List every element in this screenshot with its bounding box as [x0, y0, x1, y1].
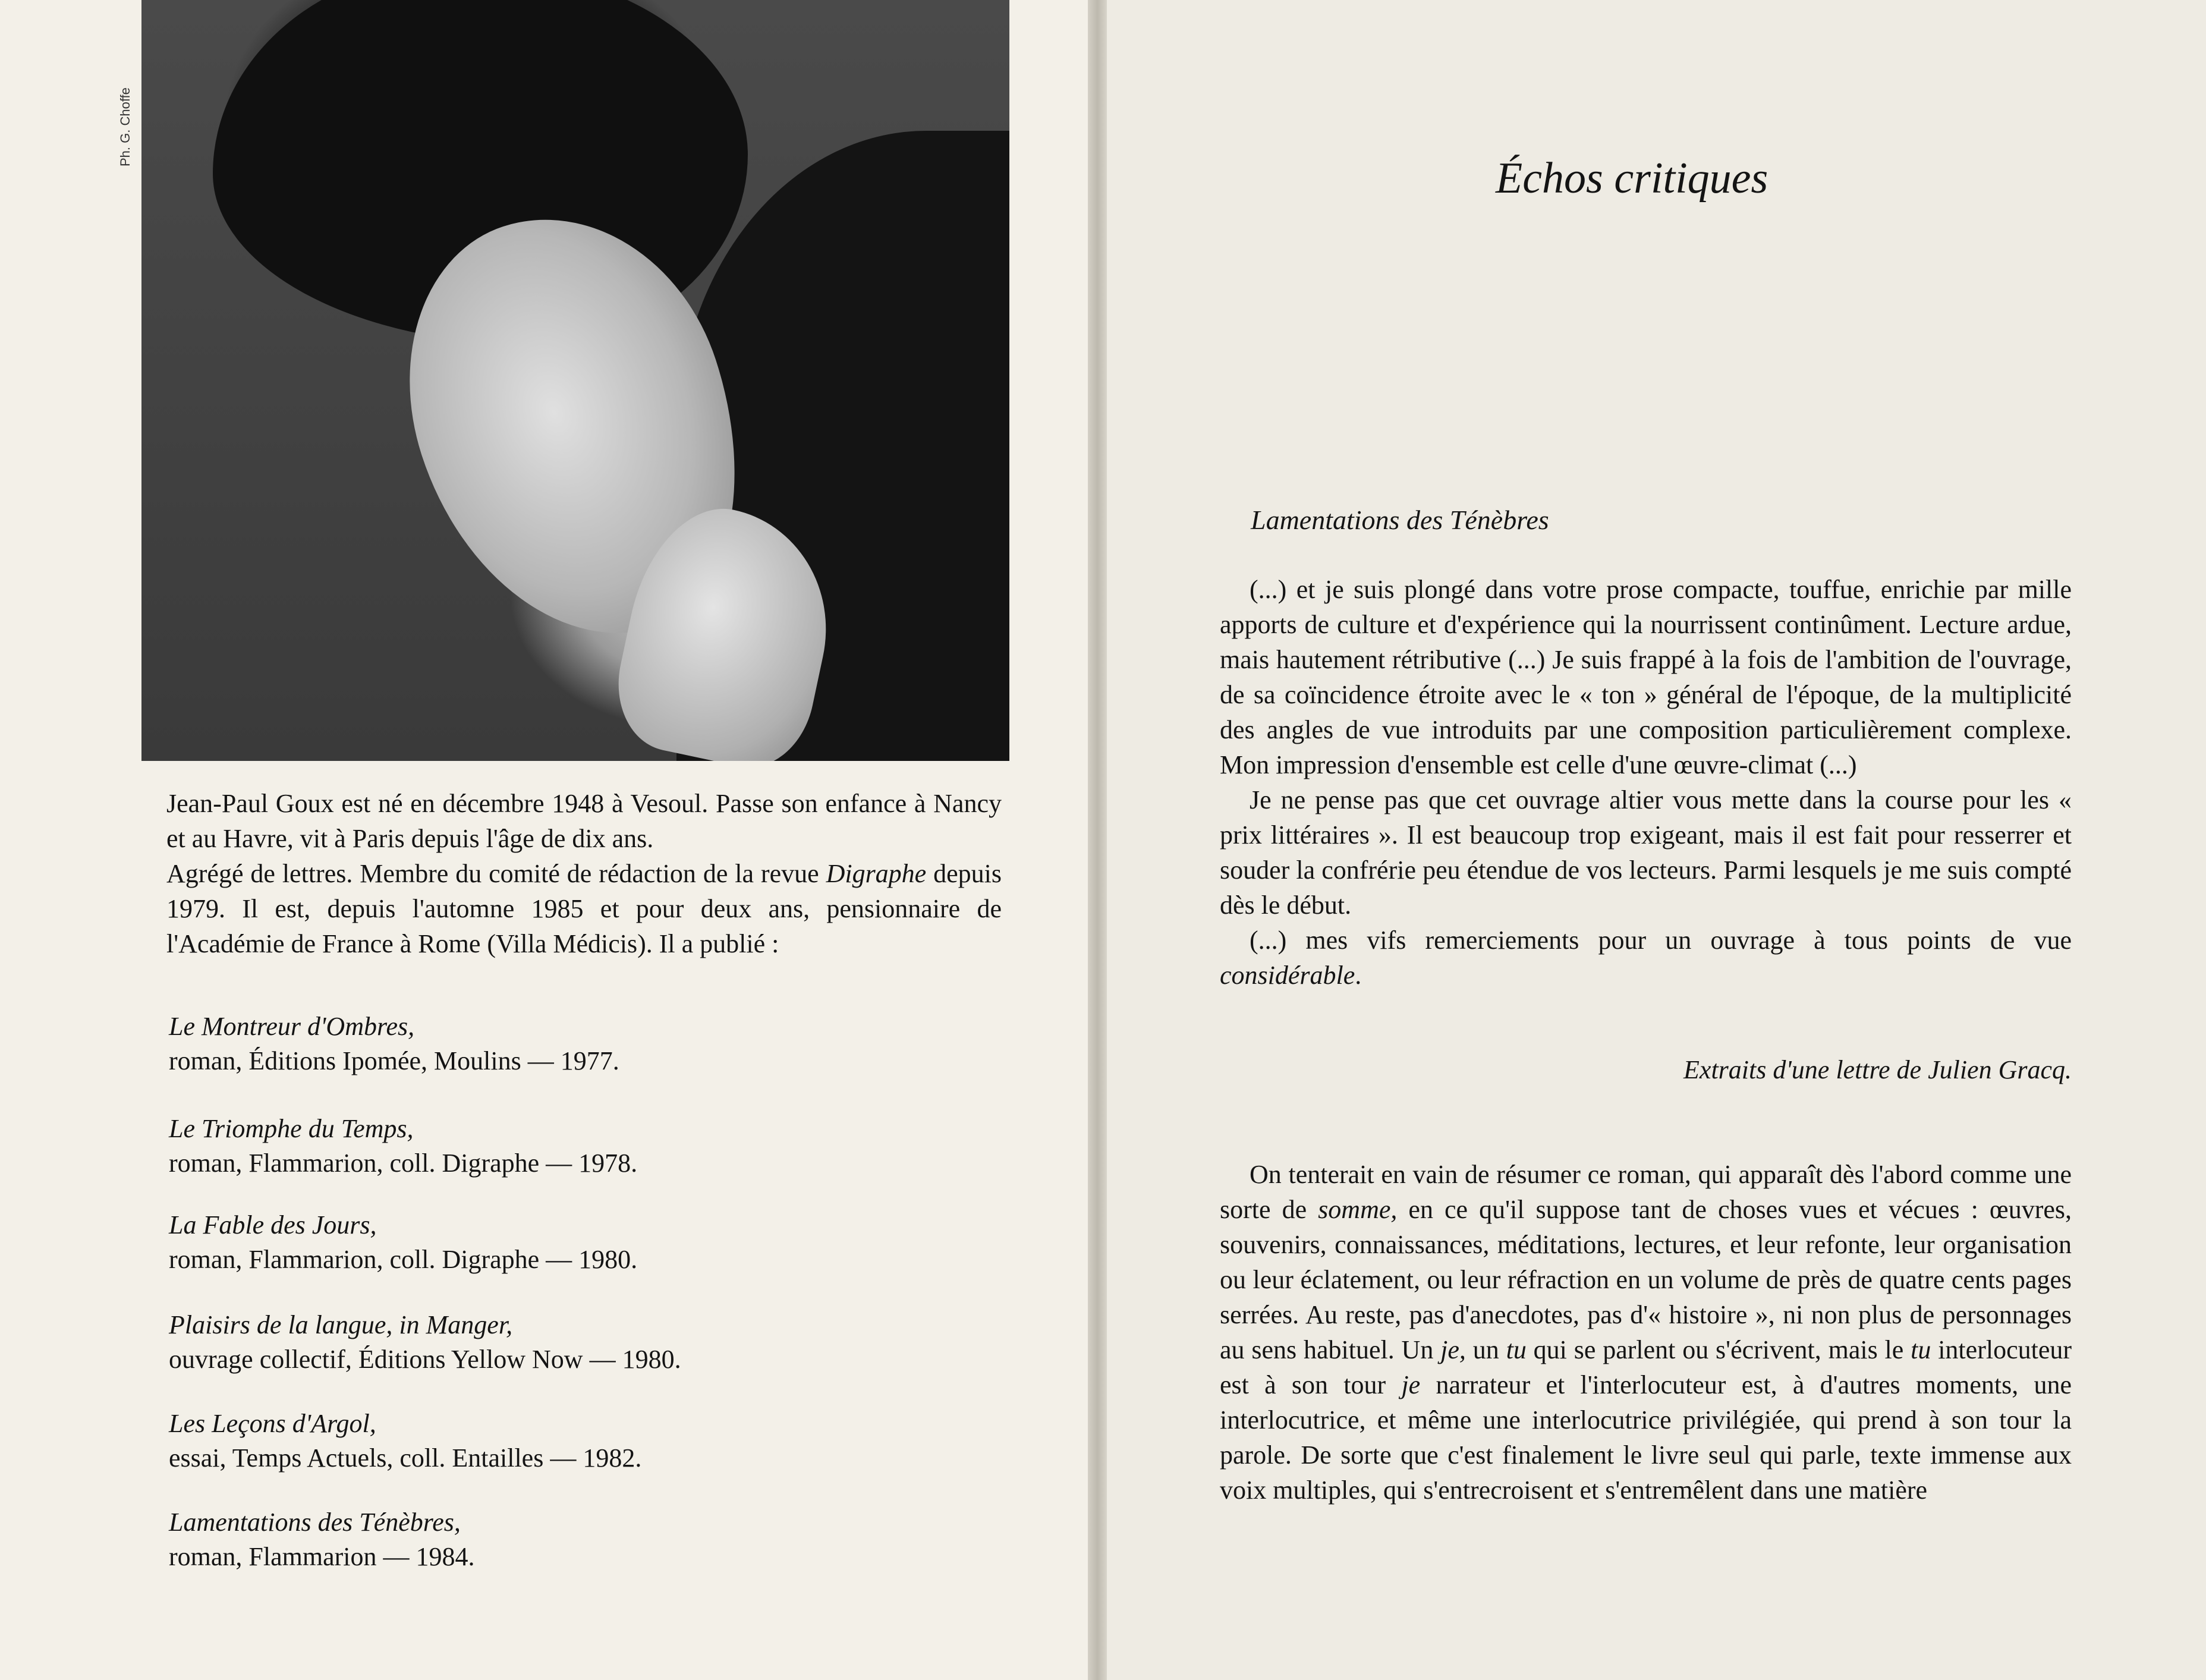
letter-paragraph-1: (...) et je suis plongé dans votre prose compacte, touffue, enrichie par mille apports de culture et d'expérience qui la nourrissent continûment. Lecture ardue, mais hautement rétributive (...) Je suis frappé à la fois de l'ambition de l'ouvrage, de sa coïncidence étroite avec le « ton » général de l'époque, de la multiplicité des angles de vue introduits par une composition particulièrement complexe. Mon impression d'ensemble est celle d'une œuvre-climat (...): [1220, 575, 2072, 779]
book-gutter: [1088, 0, 1107, 1680]
bio-journal-title: Digraphe: [826, 859, 927, 888]
letter-signature: Extraits d'une lettre de Julien Gracq.: [1683, 1055, 2072, 1084]
book-subheading: Lamentations des Ténèbres: [1251, 505, 1549, 535]
letter-text: .: [1355, 961, 1362, 990]
letter-paragraph-3: [1220, 923, 2072, 993]
bio-paragraph-2: [166, 856, 1002, 961]
book-title: Plaisirs de la langue, in Manger,: [169, 1310, 513, 1339]
book-title: Lamentations des Ténèbres,: [169, 1508, 461, 1537]
bibliography-item: [169, 1112, 1001, 1181]
review-fragment: en ce qu'il suppose tant de choses vues et vécues : œuvres, souvenirs, connaissances, méditations, lectures, et leur refonte, leur organisation ou leur éclatement, ou leur réfraction en un volume de près de quatre cents pages serrées. Au reste, pas d'anecdotes, pas d'« histoire », ni non plus de personnages au sens habituel. Un: [1220, 1195, 2072, 1364]
review-fragment: On tenterait en vain de résumer ce roman, qui apparaît dès l'abord comme une sorte de: [1220, 1160, 2072, 1224]
review-emphasis: je,: [1440, 1335, 1466, 1364]
letter-text: (...) mes vifs remerciements pour un ouvrage à tous points de vue: [1250, 926, 2072, 955]
book-details: ouvrage collectif, Éditions Yellow Now — 1980.: [169, 1345, 681, 1374]
section-heading: Échos critiques: [1496, 154, 1768, 203]
bibliography-item: [169, 1308, 1001, 1377]
author-portrait-photo: [141, 0, 1009, 761]
review-fragment: un: [1465, 1335, 1506, 1364]
review-emphasis: je: [1401, 1370, 1421, 1399]
photo-credit: Ph. G. Choffe: [118, 87, 133, 166]
bibliography-item: [169, 1505, 1001, 1574]
bibliography-item: [169, 1009, 1001, 1078]
book-details: roman, Éditions Ipomée, Moulins — 1977.: [169, 1046, 619, 1075]
book-details: roman, Flammarion, coll. Digraphe — 1980.: [169, 1245, 638, 1274]
letter-emphasis: considérable: [1220, 961, 1355, 990]
bibliography-item: [169, 1208, 1001, 1277]
bio-text: depuis 1979. Il est, depuis l'automne 1985 et pour deux ans, pensionnaire de l'Académie de France à Rome (Villa Médicis). Il a publié :: [166, 859, 1002, 958]
bibliography-item: [169, 1407, 1001, 1475]
review-fragment: narrateur et l'interlocuteur est, à d'autres moments, une interlocutrice, et même une interlocutrice privilégiée, qui prend à son tour la parole. De sorte que c'est finalement le livre seul qui parle, texte immense aux voix multiples, qui s'entrecroisent et s'entremêlent dans une matière: [1220, 1370, 2072, 1505]
review-paragraph: [1220, 1157, 2072, 1508]
bio-paragraph-1: Jean-Paul Goux est né en décembre 1948 à Vesoul. Passe son enfance à Nancy et au Havre, vit à Paris depuis l'âge de dix ans.: [166, 789, 1002, 853]
letter-paragraph-2: Je ne pense pas que cet ouvrage altier vous mette dans la course pour les « prix littéraires ». Il est beaucoup trop exigeant, mais il est fait pour resserrer et souder la confrérie peu étendue de vos lecteurs. Parmi lesquels je me suis compté dès le début.: [1220, 785, 2072, 920]
author-bio: [166, 786, 1002, 961]
book-title: Les Leçons d'Argol,: [169, 1409, 376, 1438]
book-title: Le Triomphe du Temps,: [169, 1114, 414, 1143]
review-fragment: interlocuteur est à son tour: [1220, 1335, 2072, 1399]
review-emphasis: tu: [1506, 1335, 1527, 1364]
book-details: roman, Flammarion, coll. Digraphe — 1978.: [169, 1149, 638, 1178]
gracq-letter-excerpt: [1220, 572, 2072, 993]
review-fragment: qui se parlent ou s'écrivent, mais le: [1526, 1335, 1911, 1364]
review-emphasis: somme,: [1318, 1195, 1398, 1224]
review-emphasis: tu: [1911, 1335, 1931, 1364]
book-details: roman, Flammarion — 1984.: [169, 1542, 475, 1571]
bio-text: Agrégé de lettres. Membre du comité de rédaction de la revue: [166, 859, 819, 888]
book-title: Le Montreur d'Ombres,: [169, 1012, 415, 1041]
review-text: [1220, 1157, 2072, 1508]
book-details: essai, Temps Actuels, coll. Entailles — 1982.: [169, 1443, 642, 1473]
book-title: La Fable des Jours,: [169, 1210, 377, 1239]
